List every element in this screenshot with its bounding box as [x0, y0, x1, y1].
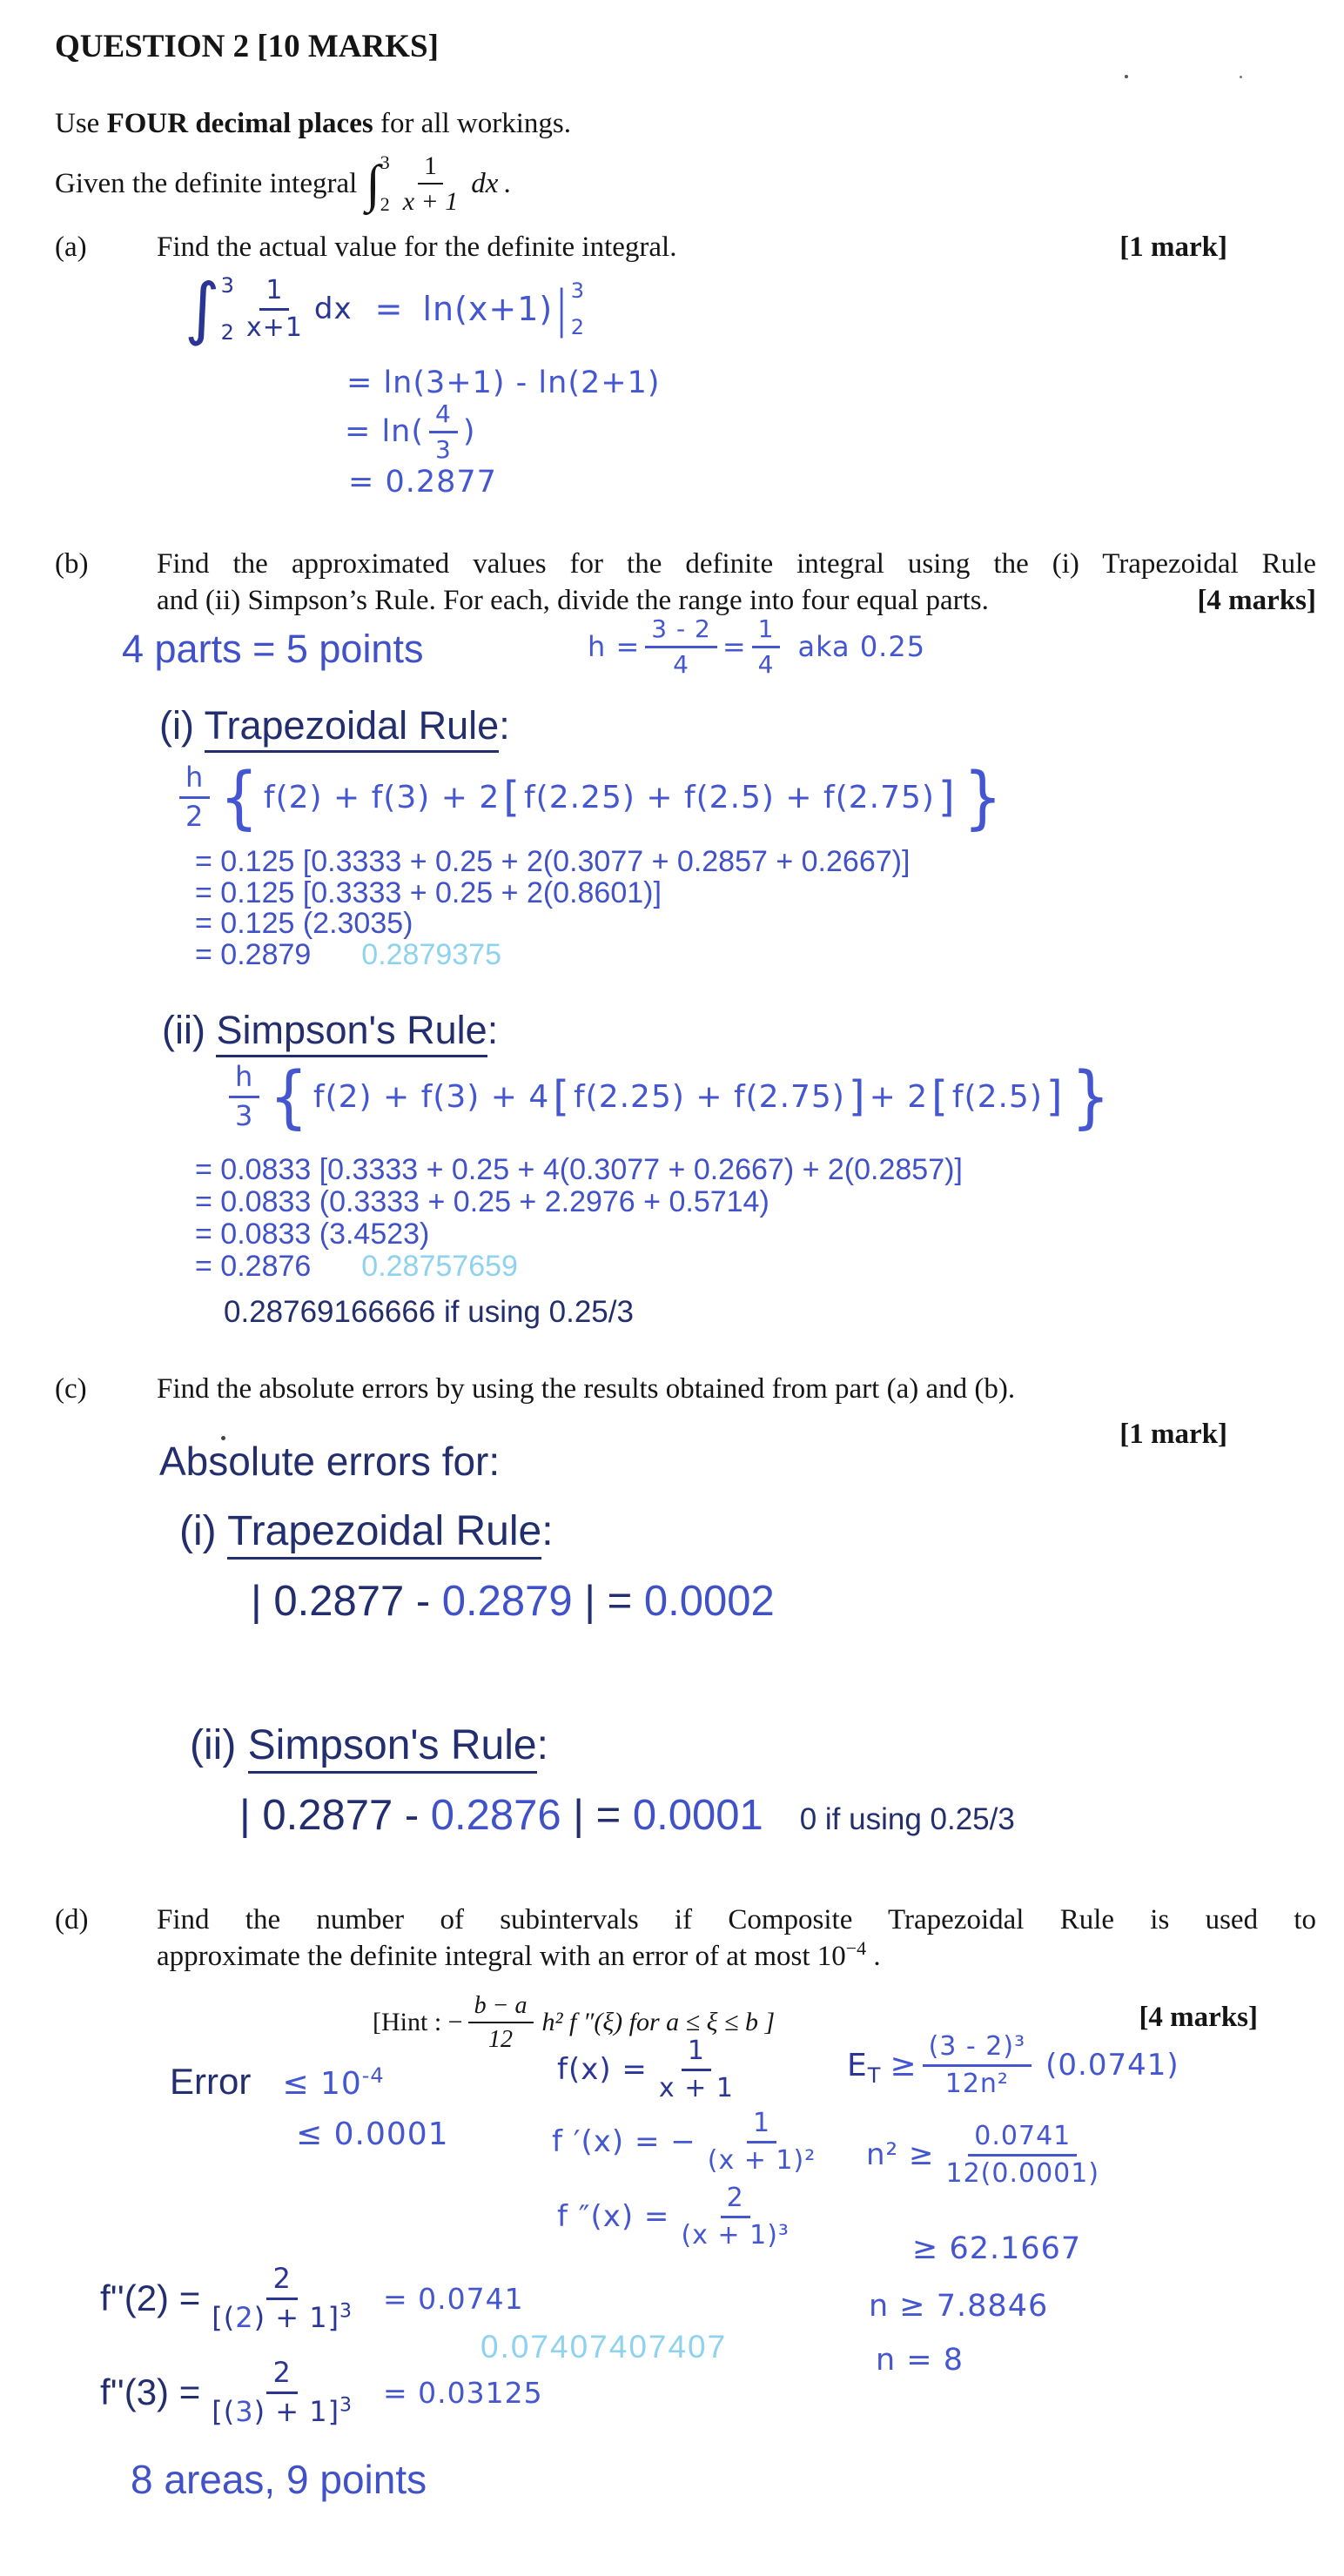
- aka-value: aka 0.25: [797, 630, 926, 663]
- exponent: 3: [339, 2299, 353, 2322]
- close-bracket: ]: [937, 773, 956, 822]
- error-label: Error: [170, 2061, 252, 2102]
- part-b-marks: [4 marks]: [1197, 585, 1316, 616]
- error-decimal-line: ≤ 0.0001: [296, 2116, 449, 2152]
- lower-bound: 2: [570, 315, 586, 339]
- denominator: 3: [435, 434, 452, 464]
- index: (ii): [162, 1008, 217, 1052]
- equals: =: [374, 290, 404, 328]
- f-double-prime-value: (0.0741): [1045, 2048, 1179, 2083]
- question-title: QUESTION 2 [10 MARKS]: [55, 29, 439, 64]
- open-bracket: [: [553, 1072, 570, 1121]
- period: .: [503, 167, 511, 199]
- part-b-question-line2: [157, 585, 1316, 617]
- fraction: [923, 2033, 1032, 2097]
- fraction-4-3: [429, 401, 458, 462]
- absolute-errors-subtitle: Absolute errors for:: [159, 1439, 501, 1484]
- integral-sign: ∫: [185, 269, 221, 348]
- h-over-3: [229, 1059, 259, 1132]
- formula-terms: f(2) + f(3) + 4: [312, 1078, 550, 1115]
- upper-bound: 3: [380, 151, 390, 173]
- n-squared-ge: n² ≥: [866, 2137, 935, 2172]
- denominator: 2: [185, 799, 205, 833]
- numerator: h: [229, 1063, 259, 1098]
- exponent: -4: [361, 2063, 385, 2088]
- f-double-prime-at-3: [100, 2348, 543, 2437]
- part-c-label: (c): [55, 1373, 87, 1405]
- ET-label: [847, 2047, 882, 2088]
- bracket-open: [(: [212, 2394, 236, 2428]
- numerator: (3 - 2)³: [923, 2033, 1032, 2067]
- ln-expression: ln(x+1): [422, 290, 554, 328]
- stray-dot: [1125, 75, 1128, 78]
- step-line: = 0.125 (2.3035): [195, 907, 413, 940]
- approx-value: 0.2876: [430, 1792, 561, 1839]
- numerator: 2: [266, 2264, 297, 2300]
- fraction: [645, 616, 717, 677]
- substituted-value: 2: [235, 2300, 254, 2334]
- error-term-inequality: [847, 2021, 1179, 2110]
- step-line: = 0.125 [0.3333 + 0.25 + 2(0.3077 + 0.2857 + 0.2667)]: [195, 845, 911, 878]
- exact-result: 0.2879375: [361, 937, 502, 971]
- approx-value: 0.2879: [441, 1578, 573, 1625]
- part-b-label: (b): [55, 548, 89, 580]
- dx-label: dx: [471, 167, 499, 199]
- denominator: (x + 1)²: [707, 2144, 816, 2176]
- open-brace: {: [219, 757, 259, 837]
- instruction-pre: Use: [55, 108, 107, 139]
- given-line: [55, 144, 511, 224]
- n-value-inequality: n ≥ 7.8846: [869, 2289, 1049, 2324]
- fraction: [205, 2355, 359, 2428]
- exponent: 3: [339, 2393, 353, 2416]
- part-a-work-line3: [345, 399, 476, 464]
- integral-sign: ∫: [366, 154, 380, 212]
- part-a-work-line2: = ln(3+1) - ln(2+1): [346, 366, 661, 400]
- upper-bound: 3: [570, 278, 586, 303]
- trapezoidal-formula: [174, 757, 1007, 837]
- numerator: 1: [418, 152, 443, 185]
- bracket-open: [(: [212, 2300, 236, 2334]
- equals: | =: [561, 1792, 633, 1839]
- f-prime-label: f ′(x) = −: [552, 2124, 696, 2159]
- colon: :: [487, 1008, 499, 1052]
- equals: | =: [572, 1578, 644, 1625]
- f-of-x: [557, 2035, 745, 2104]
- step-size-calculation: [588, 614, 926, 679]
- f-prime-of-x: [552, 2106, 827, 2177]
- instruction-post: for all workings.: [373, 108, 571, 139]
- error-result: 0.0001: [632, 1792, 763, 1839]
- close-brace: }: [1071, 1057, 1112, 1137]
- expression: [239, 1791, 763, 1840]
- fraction: [205, 2261, 359, 2334]
- period: .: [866, 1941, 881, 1972]
- fraction: [752, 616, 781, 677]
- integral-bounds: [380, 153, 390, 214]
- colon: :: [541, 1508, 554, 1554]
- instruction-line: [55, 108, 571, 140]
- denominator: 12(0.0001): [945, 2157, 1100, 2189]
- lower-bound: 2: [220, 320, 235, 345]
- error-simpsons-heading: [190, 1721, 548, 1769]
- upper-bound: 3: [220, 273, 235, 298]
- eval-bounds: [571, 280, 585, 338]
- integrand-fraction: [397, 152, 465, 216]
- part-b-question-line1: Find the approximated values for the definite integral using the (i) Trapezoidal Rule: [157, 548, 1316, 580]
- heading-text: Trapezoidal Rule: [205, 703, 500, 753]
- trapezoidal-steps: [195, 847, 910, 970]
- actual-value: | 0.2877 -: [239, 1792, 431, 1839]
- open-bracket: [: [503, 773, 521, 822]
- part-a-question: Find the actual value for the definite integral.: [157, 231, 677, 263]
- denominator: 3: [235, 1098, 254, 1132]
- rounded-result: = 0.2876: [195, 1250, 312, 1283]
- le-ten: ≤ 10: [282, 2066, 362, 2102]
- denominator: 12: [488, 2026, 514, 2053]
- f-double-prime-at-2: [100, 2254, 524, 2343]
- index: (ii): [190, 1722, 248, 1768]
- numerator: 1: [682, 2037, 711, 2071]
- step-line: = 0.0833 (0.3333 + 0.25 + 2.2976 + 0.5714): [195, 1185, 769, 1218]
- bracket-close: ) + 1]: [253, 2300, 340, 2334]
- trapezoidal-error-expression: [251, 1577, 775, 1626]
- definite-integral: [366, 152, 471, 216]
- E: E: [847, 2047, 868, 2083]
- heading-text: Simpson's Rule: [216, 1008, 487, 1057]
- error-inequality: [282, 2063, 385, 2102]
- exact-result: 0.28757659: [361, 1250, 518, 1283]
- step-line: = 0.0833 (3.4523): [195, 1218, 430, 1251]
- index: (i): [179, 1508, 228, 1554]
- step-line: [195, 937, 910, 971]
- n-squared-inequality: [866, 2115, 1111, 2195]
- label: f''(2) =: [100, 2277, 201, 2318]
- numerator: 1: [752, 616, 781, 647]
- fraction: [675, 2184, 795, 2249]
- part-d-label: (d): [55, 1904, 89, 1935]
- lower-bound: 2: [380, 193, 390, 215]
- b-minus-a-over-12: [468, 1993, 534, 2053]
- open-bracket: [: [931, 1072, 949, 1121]
- error-result: 0.0002: [643, 1578, 775, 1625]
- formula-inner-terms: f(2.5): [951, 1078, 1043, 1115]
- numerator: 1: [259, 277, 289, 311]
- heading-text: Trapezoidal Rule: [227, 1508, 541, 1560]
- numerator: 1: [747, 2110, 776, 2143]
- actual-value: | 0.2877 -: [251, 1578, 442, 1625]
- simpsons-formula: [224, 1057, 1115, 1137]
- rounded-result: = 0.2879: [195, 937, 312, 971]
- fraction: [939, 2123, 1105, 2187]
- denominator: 4: [673, 649, 689, 679]
- part-d-marks: [4 marks]: [1139, 2002, 1258, 2033]
- ln-open: = ln(: [345, 414, 425, 449]
- exponent: −4: [845, 1937, 867, 1959]
- numerator: 0.0741: [968, 2123, 1077, 2157]
- hint-open: [Hint : −: [373, 2008, 463, 2036]
- formula-inner-terms: f(2.25) + f(2.75): [573, 1078, 845, 1115]
- trapezoidal-rule-heading: [159, 703, 510, 748]
- step-line: = 0.0833 [0.3333 + 0.25 + 4(0.3077 + 0.2667) + 2(0.2857)]: [195, 1153, 963, 1186]
- question-text: approximate the definite integral with an error of at most 10: [157, 1941, 846, 1972]
- denominator: [205, 2300, 359, 2333]
- colon: :: [536, 1722, 548, 1768]
- step-line: [195, 1251, 963, 1283]
- stray-dot: [1240, 76, 1242, 78]
- denominator: [205, 2394, 359, 2427]
- formula-inner-terms: f(2.25) + f(2.5) + f(2.75): [523, 779, 935, 815]
- part-c-marks: [1 mark]: [1119, 1419, 1227, 1450]
- hand-integral: [185, 269, 353, 348]
- denominator: x + 1: [402, 187, 459, 216]
- part-a-work-line1: [185, 268, 585, 350]
- fraction: [653, 2037, 740, 2102]
- formula-terms: + 2: [869, 1078, 929, 1115]
- n-squared-value: ≥ 62.1667: [912, 2231, 1082, 2266]
- colon: :: [499, 703, 510, 748]
- denominator: x+1: [245, 312, 303, 343]
- integrand-fraction: [240, 277, 309, 341]
- open-brace: {: [269, 1057, 309, 1137]
- denominator: 4: [757, 649, 775, 679]
- instruction-bold: FOUR decimal places: [106, 108, 373, 139]
- close-bracket: ]: [848, 1072, 866, 1121]
- result: = 0.03125: [383, 2375, 543, 2410]
- numerator: h: [179, 763, 210, 799]
- denominator: (x + 1)³: [681, 2219, 790, 2251]
- fraction: [702, 2110, 822, 2174]
- denominator: x + 1: [658, 2072, 734, 2103]
- part-d-question-line2: [157, 1937, 881, 1973]
- substituted-value: 3: [235, 2394, 254, 2428]
- close-bracket: ]: [1045, 1072, 1064, 1121]
- numerator: 3 - 2: [645, 616, 717, 647]
- part-a-result: = 0.2877: [348, 465, 497, 500]
- parts-points-note: 4 parts = 5 points: [122, 627, 424, 671]
- numerator: b − a: [468, 1993, 534, 2023]
- n-final-value: n = 8: [876, 2343, 964, 2378]
- label: f''(3) =: [100, 2371, 201, 2412]
- simpsons-alt-note: 0.28769166666 if using 0.25/3: [224, 1295, 634, 1329]
- given-text: Given the definite integral: [55, 167, 358, 199]
- part-d-question-line1: Find the number of subintervals if Composite Trapezoidal Rule is used to: [157, 1904, 1316, 1935]
- part-c-question: Find the absolute errors by using the results obtained from part (a) and (b).: [157, 1373, 1016, 1405]
- denominator: 12n²: [944, 2068, 1009, 2099]
- error-trapezoidal-heading: [179, 1507, 554, 1555]
- numerator: 2: [721, 2184, 750, 2218]
- formula-terms: f(2) + f(3) + 2: [263, 779, 501, 815]
- part-a-label: (a): [55, 231, 87, 263]
- index: (i): [159, 703, 205, 748]
- antiderivative: [375, 280, 585, 338]
- subscript-T: T: [867, 2063, 882, 2088]
- numerator: 2: [266, 2358, 297, 2394]
- h-over-2: [179, 760, 210, 833]
- result: = 0.0741: [383, 2281, 524, 2316]
- numerator: 4: [429, 401, 458, 433]
- step-line: = 0.125 [0.3333 + 0.25 + 2(0.8601)]: [195, 875, 662, 909]
- hint-body: h² f ″(ξ) for a ≤ ξ ≤ b ]: [541, 2008, 776, 2036]
- dx-label: dx: [313, 292, 353, 326]
- close-brace: }: [963, 757, 1004, 837]
- simpsons-rule-heading: [162, 1008, 498, 1053]
- simpsons-error-expression: [239, 1791, 1015, 1840]
- integral-bounds: [221, 275, 235, 343]
- evaluation-bar: |: [553, 278, 571, 339]
- simpsons-steps: [195, 1154, 963, 1283]
- f-label: f(x) =: [557, 2052, 648, 2087]
- areas-points-note: 8 areas, 9 points: [131, 2457, 427, 2502]
- bracket-close: ) + 1]: [253, 2394, 340, 2428]
- question-text: and (ii) Simpson’s Rule. For each, divide the range into four equal parts.: [157, 585, 989, 616]
- ge-sign: ≥: [890, 2047, 917, 2083]
- zero-note: 0 if using 0.25/3: [799, 1802, 1015, 1836]
- f2-exact-value: 0.07407407407: [480, 2329, 728, 2365]
- error-bound-line: [170, 2061, 385, 2103]
- ln-close: ): [462, 414, 476, 449]
- h-equals: h =: [588, 630, 641, 663]
- part-a-marks: [1 mark]: [1119, 231, 1227, 263]
- f-double-prime-label: f ″(x) =: [557, 2199, 670, 2234]
- heading-text: Simpson's Rule: [248, 1722, 537, 1774]
- equals: =: [722, 630, 747, 663]
- f-double-prime-of-x: [557, 2179, 801, 2254]
